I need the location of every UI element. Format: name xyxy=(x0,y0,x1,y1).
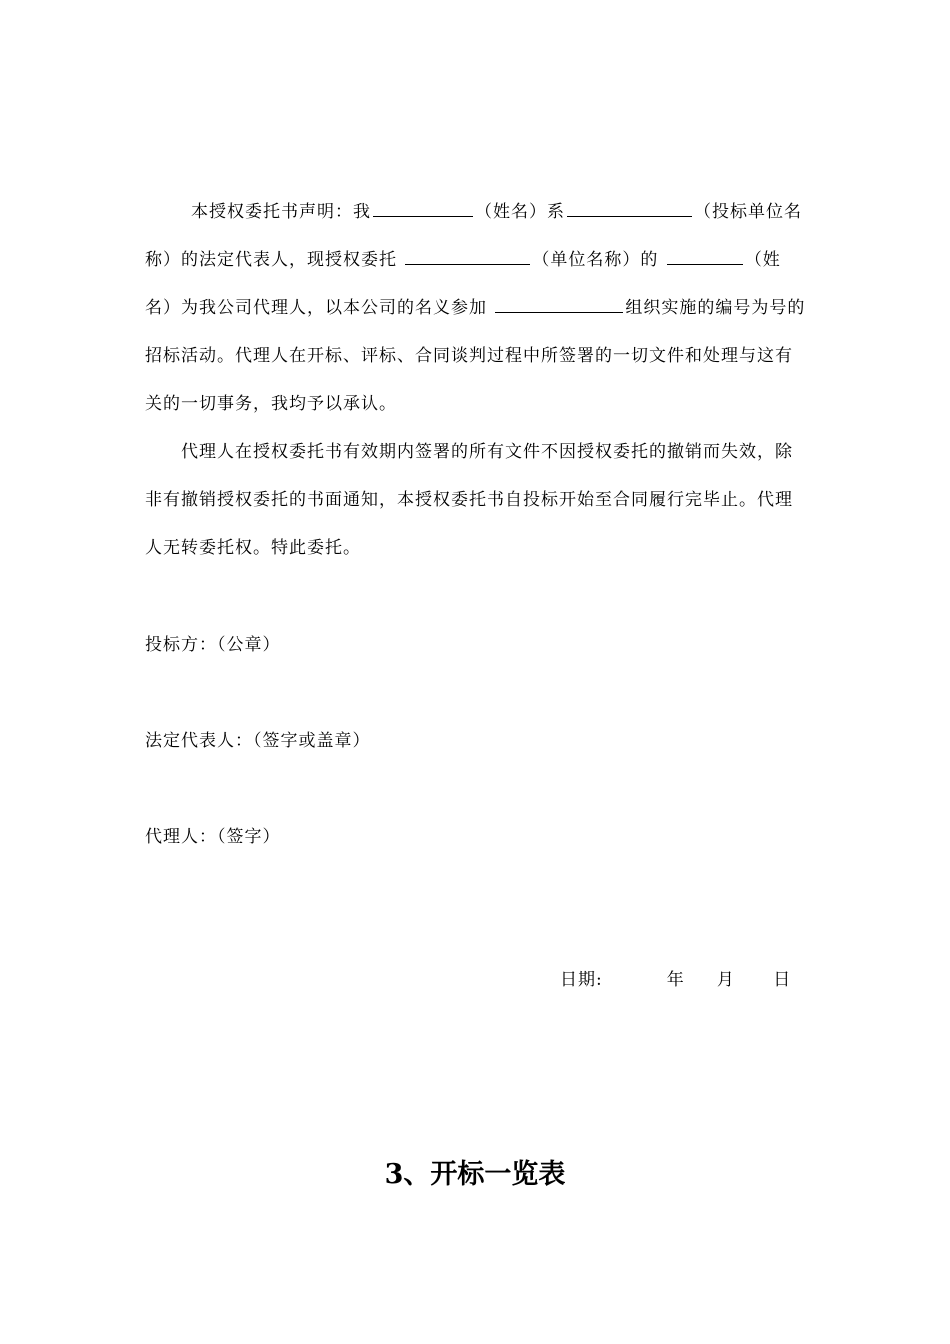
para1-text-5: （姓名）为我公司代理人，以本公司的名义参加 xyxy=(145,250,781,318)
section-title: 3、开标一览表 xyxy=(384,1159,566,1190)
para1-text-4: （单位名称）的 xyxy=(532,250,665,270)
para2-text: 代理人在授权委托书有效期内签署的所有文件不因授权委托的撤销而失效，除非有撤销授权委托的书面通知，本授权委托书自投标开始至合同履行完毕止。代理人无转委托权。特此委托。 xyxy=(145,442,793,558)
date-line xyxy=(560,965,791,990)
agent-name-blank[interactable] xyxy=(667,246,743,265)
agent-unit-name-blank[interactable] xyxy=(405,246,530,265)
date-month: 月 xyxy=(716,970,735,990)
para1-text-1: 本授权委托书声明：我 xyxy=(191,202,371,222)
para1-text-2: （姓名）系 xyxy=(475,202,565,222)
agent-signature-line: 代理人：（签字） xyxy=(145,827,281,847)
bidder-seal-line: 投标方：（公章） xyxy=(145,635,281,655)
date-day: 日 xyxy=(773,970,792,990)
principal-name-blank[interactable] xyxy=(373,198,473,217)
organizer-name-blank[interactable] xyxy=(495,294,623,313)
date-year: 年 xyxy=(666,970,685,990)
authorization-paragraph-1 xyxy=(145,188,807,428)
authorization-paragraph-2 xyxy=(145,428,807,572)
bidder-unit-name-blank[interactable] xyxy=(567,198,692,217)
para1-text-3: （投标单位名称）的法定代表人，现授权委托 xyxy=(145,202,802,270)
date-label: 日期: xyxy=(560,970,603,990)
para1-text-6: 组织实施的编号为号的招标活动。代理人在开标、评标、合同谈判过程中所签署的一切文件和处理与这有关的一切事务，我均予以承认。 xyxy=(145,298,806,414)
legal-representative-signature-line: 法定代表人：（签字或盖章） xyxy=(145,731,371,751)
